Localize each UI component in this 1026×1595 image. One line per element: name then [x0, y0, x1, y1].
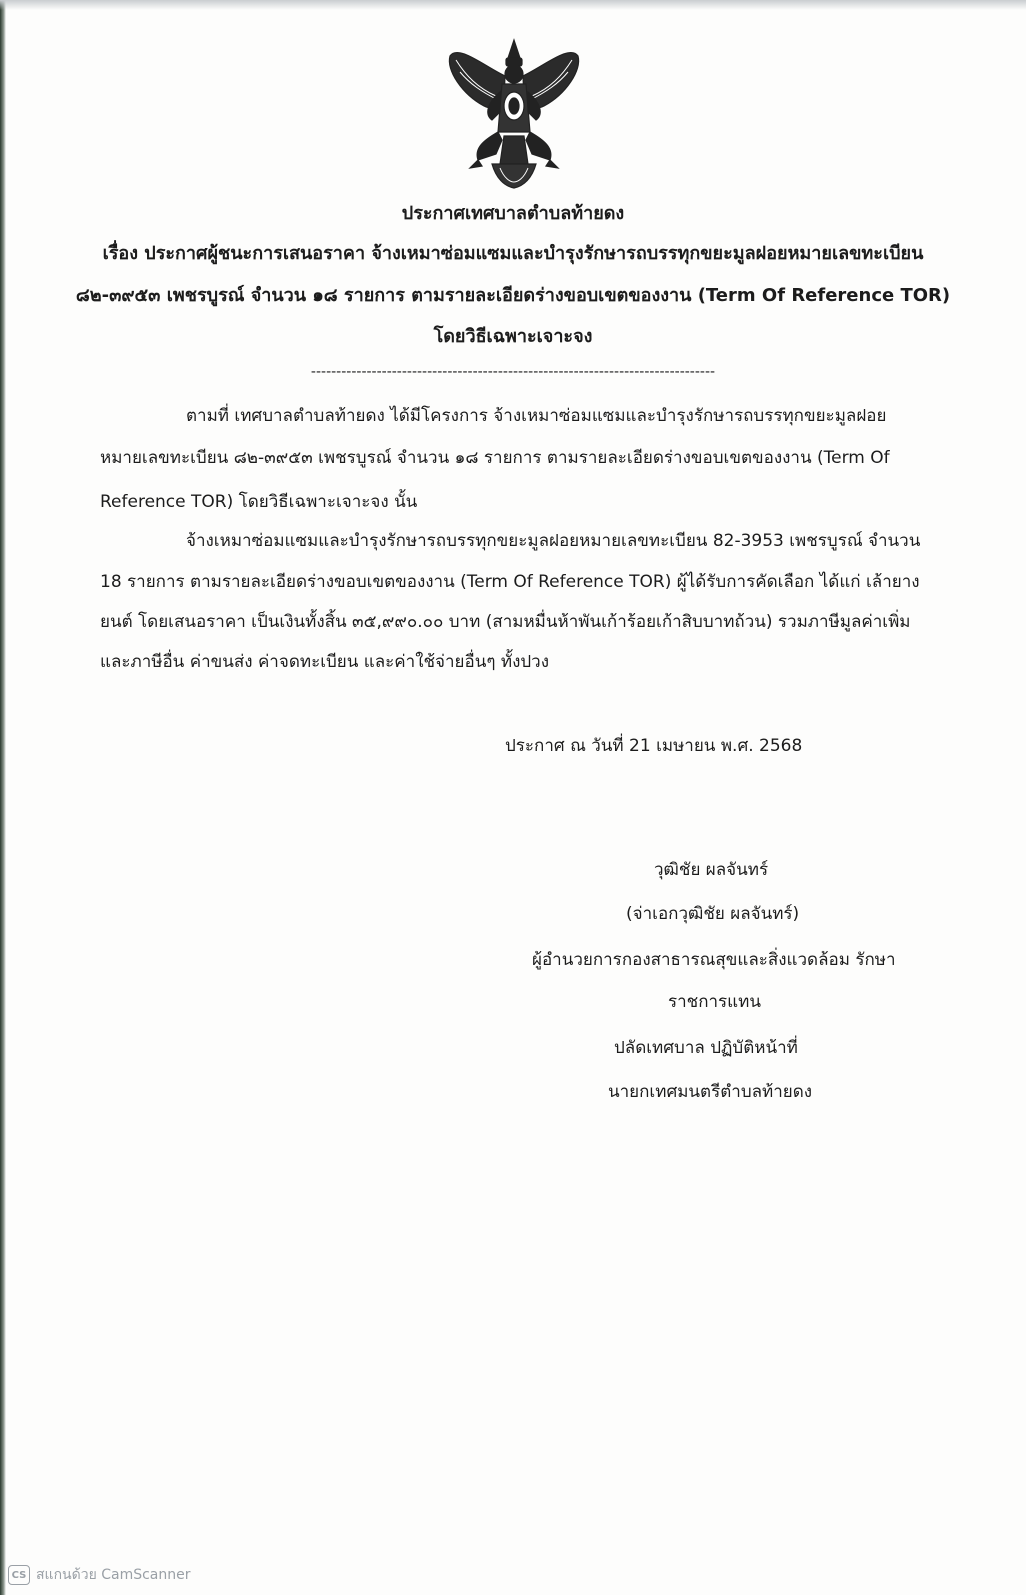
camscanner-text: สแกนด้วย CamScanner — [36, 1567, 191, 1583]
signature-name: วุฒิชัย ผลจันทร์ — [654, 860, 769, 880]
document-title: ประกาศเทศบาลตำบลท้ายดง — [401, 203, 625, 224]
paragraph-1-line-3: Reference TOR) โดยวิธีเฉพาะเจาะจง นั้น — [100, 492, 418, 512]
signature-position-3: ปลัดเทศบาล ปฏิบัติหน้าที่ — [614, 1038, 798, 1058]
signature-full-name: (จ่าเอกวุฒิชัย ผลจันทร์) — [626, 904, 800, 924]
subject-line-1: เรื่อง ประกาศผู้ชนะการเสนอราคา จ้างเหมาซ่อมแซมและบำรุงรักษารถบรรทุกขยะมูลฝอยหมายเลขทะเบียน — [102, 243, 924, 264]
garuda-emblem-icon — [444, 36, 584, 192]
subject-line-3: โดยวิธีเฉพาะเจาะจง — [433, 326, 593, 347]
signature-position-4: นายกเทศมนตรีตำบลท้ายดง — [608, 1082, 813, 1102]
camscanner-logo-icon: CS — [8, 1565, 30, 1585]
paragraph-2-line-2: 18 รายการ ตามรายละเอียดร่างขอบเขตของงาน (Term Of Reference TOR) ผู้ได้รับการคัดเลือก ได้แก่ เล้ายาง — [100, 572, 920, 592]
paragraph-2-line-1: จ้างเหมาซ่อมแซมและบำรุงรักษารถบรรทุกขยะมูลฝอยหมายเลขทะเบียน 82-3953 เพชรบูรณ์ จำนวน — [186, 531, 921, 551]
paragraph-2-line-3: ยนต์ โดยเสนอราคา เป็นเงินทั้งสิ้น ๓๕,๙๙๐.๐๐ บาท (สามหมื่นห้าพันเก้าร้อยเก้าสิบบาทถ้วน) รวมภาษีมูลค่าเพิ่ม — [100, 612, 911, 632]
divider-line: -------------------------------------------------------------------------------- — [310, 364, 716, 380]
signature-position-2: ราชการแทน — [668, 992, 761, 1012]
paragraph-1-line-2: หมายเลขทะเบียน ๘๒-๓๙๕๓ เพชรบูรณ์ จำนวน ๑๘ รายการ ตามรายละเอียดร่างขอบเขตของงาน (Term Of — [100, 448, 890, 468]
subject-line-2: ๘๒-๓๙๕๓ เพชรบูรณ์ จำนวน ๑๘ รายการ ตามรายละเอียดร่างขอบเขตของงาน (Term Of Reference TOR) — [75, 285, 951, 306]
signature-position-1: ผู้อำนวยการกองสาธารณสุขและสิ่งแวดล้อม รักษา — [532, 950, 896, 970]
scan-top-edge — [0, 0, 1026, 10]
announce-date: ประกาศ ณ วันที่ 21 เมษายน พ.ศ. 2568 — [505, 736, 803, 756]
camscanner-watermark — [8, 1564, 191, 1586]
paragraph-1-line-1: ตามที่ เทศบาลตำบลท้ายดง ได้มีโครงการ จ้างเหมาซ่อมแซมและบำรุงรักษารถบรรทุกขยะมูลฝอย — [186, 406, 887, 426]
paragraph-2-line-4: และภาษีอื่น ค่าขนส่ง ค่าจดทะเบียน และค่าใช้จ่ายอื่นๆ ทั้งปวง — [100, 652, 550, 672]
